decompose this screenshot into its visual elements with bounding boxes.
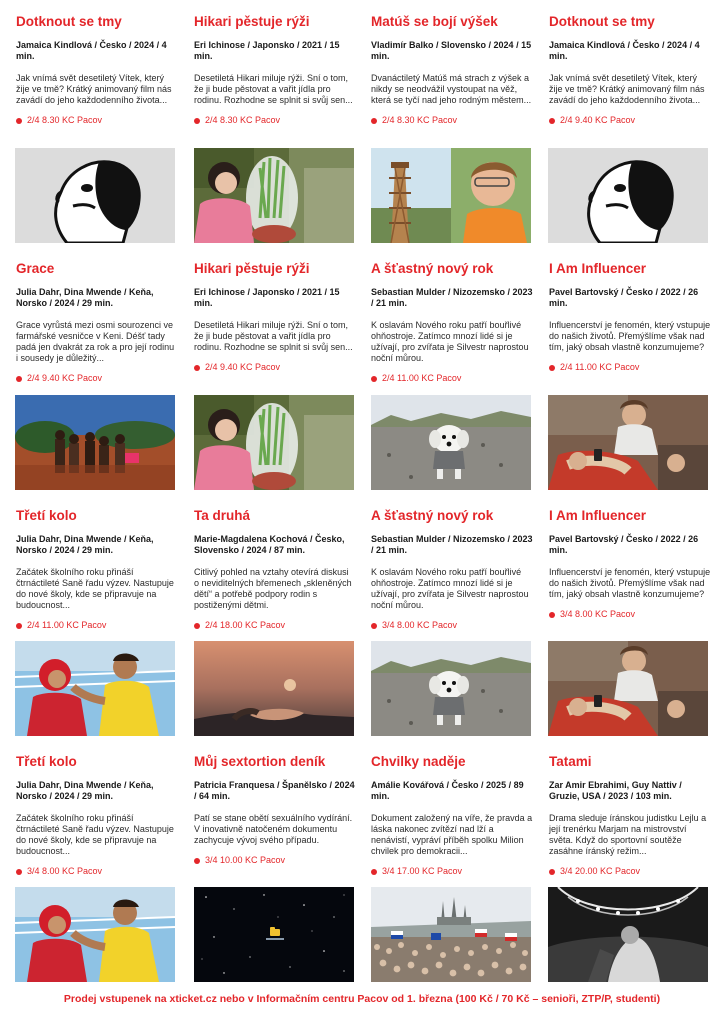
red-dot-icon <box>16 376 22 382</box>
film-title: Můj sextortion deník <box>194 754 326 769</box>
film-card <box>371 754 533 877</box>
screening-time: 2/4 8.30 KC Pacov <box>382 115 458 125</box>
film-title: I Am Influencer <box>549 261 647 276</box>
film-still-grace <box>15 395 175 490</box>
screening-info <box>371 866 533 877</box>
film-card <box>371 508 533 631</box>
screening-info <box>371 115 533 126</box>
red-dot-icon <box>549 869 555 875</box>
red-dot-icon <box>194 118 200 124</box>
film-credits: Eri Ichinose / Japonsko / 2021 / 15 min. <box>194 40 340 61</box>
screening-info <box>16 866 178 877</box>
screening-info <box>549 115 711 126</box>
film-card <box>549 508 711 620</box>
red-dot-icon <box>194 858 200 864</box>
red-dot-icon <box>549 612 555 618</box>
film-still-treti-kolo <box>15 887 175 982</box>
red-dot-icon <box>16 869 22 875</box>
film-synopsis: Jak vnímá svět desetiletý Vítek, který žije ve tmě? Krátký animovaný film nás zavádí do jeho každodenního života... <box>16 73 172 105</box>
film-credits: Eri Ichinose / Japonsko / 2021 / 15 min. <box>194 287 340 308</box>
film-card <box>194 754 356 866</box>
screening-info <box>549 866 711 877</box>
film-synopsis: K oslavám Nového roku patří bouřlivé ohňostroje. Zatímco mnozí lidé si je užívají, pro zvířata je Silvestr naprostou noční můrou. <box>371 567 529 610</box>
film-title: Hikari pěstuje rýži <box>194 14 310 29</box>
film-title: Tatami <box>549 754 592 769</box>
film-synopsis: K oslavám Nového roku patří bouřlivé ohňostroje. Zatímco mnozí lidé si je užívají, pro zvířata je Silvestr naprostou noční můrou. <box>371 320 529 363</box>
film-title: Dotknout se tmy <box>16 14 122 29</box>
screening-info <box>194 855 356 866</box>
red-dot-icon <box>16 623 22 629</box>
film-card <box>371 261 533 384</box>
film-card <box>16 261 178 384</box>
screening-time: 3/4 8.00 KC Pacov <box>382 620 458 630</box>
film-card <box>371 14 533 126</box>
ticket-info-footer: Prodej vstupenek na xticket.cz nebo v Informačním centru Pacov od 1. března (100 Kč / 70 Kč – senioři, ZTP/P, studenti) <box>63 993 661 1005</box>
film-card <box>16 14 178 126</box>
film-title: Ta druhá <box>194 508 251 523</box>
screening-info <box>194 115 356 126</box>
film-still-novy-rok <box>371 641 531 736</box>
screening-info <box>16 373 178 384</box>
screening-time: 3/4 10.00 KC Pacov <box>205 855 286 865</box>
film-synopsis: Dokument založený na víře, že pravda a láska nakonec zvítězí nad lží a nenávistí, vypráví příběh spolku Milion chvilek pro demokracii... <box>371 813 533 856</box>
red-dot-icon <box>194 365 200 371</box>
red-dot-icon <box>549 365 555 371</box>
film-card <box>549 261 711 373</box>
film-synopsis: Začátek školního roku přináší čtrnáctileté Saně řadu výzev. Nastupuje do nové školy, kde se připravuje na budoucnost... <box>16 567 174 610</box>
screening-time: 2/4 9.40 KC Pacov <box>205 362 281 372</box>
film-card <box>194 14 356 126</box>
film-still-tatami <box>548 887 708 982</box>
film-synopsis: Grace vyrůstá mezi osmi sourozenci ve farmářské vesničce v Keni. Déšť tady padá jen dvakrát za rok a pro její rodinu i sousedy je důležitý... <box>16 320 175 363</box>
film-credits: Jamaica Kindlová / Česko / 2024 / 4 min. <box>549 40 700 61</box>
film-credits: Julia Dahr, Dina Mwende / Keňa, Norsko / 2024 / 29 min. <box>16 287 154 308</box>
screening-time: 2/4 9.40 KC Pacov <box>27 373 103 383</box>
screening-info <box>549 362 711 373</box>
film-title: Grace <box>16 261 55 276</box>
film-credits: Julia Dahr, Dina Mwende / Keňa, Norsko / 2024 / 29 min. <box>16 780 154 801</box>
film-synopsis: Začátek školního roku přináší čtrnáctileté Saně řadu výzev. Nastupuje do nové školy, kde se připravuje na budoucnost... <box>16 813 174 856</box>
film-synopsis: Jak vnímá svět desetiletý Vítek, který žije ve tmě? Krátký animovaný film nás zavádí do jeho každodenního života... <box>549 73 705 105</box>
screening-time: 2/4 8.30 KC Pacov <box>205 115 281 125</box>
film-still-hikari <box>194 395 354 490</box>
screening-info <box>371 620 533 631</box>
screening-time: 3/4 8.00 KC Pacov <box>27 866 103 876</box>
film-title: A šťastný nový rok <box>371 261 494 276</box>
film-card <box>16 508 178 631</box>
film-credits: Sebastian Mulder / Nizozemsko / 2023 / 21 min. <box>371 287 533 308</box>
film-credits: Zar Amir Ebrahimi, Guy Nattiv / Gruzie, USA / 2023 / 103 min. <box>549 780 682 801</box>
film-credits: Marie-Magdalena Kochová / Česko, Slovensko / 2024 / 87 min. <box>194 534 345 555</box>
screening-time: 2/4 8.30 KC Pacov <box>27 115 103 125</box>
red-dot-icon <box>16 118 22 124</box>
film-synopsis: Patí se stane obětí sexuálního vydírání. V inovativně natočeném dokumentu zachycuje vývoj svého případu. <box>194 813 353 845</box>
film-synopsis: Citlivý pohled na vztahy otevírá diskusi o neviditelných břemenech „skleněných dětí“ a potřebě podpory rodin s postiženými dětmi. <box>194 567 352 610</box>
film-card <box>549 754 711 877</box>
screening-info <box>549 609 711 620</box>
red-dot-icon <box>371 376 377 382</box>
film-title: Třetí kolo <box>16 508 77 523</box>
film-still-matus <box>371 148 531 243</box>
film-still-chvilky-nadeje <box>371 887 531 982</box>
film-card <box>549 14 711 126</box>
film-still-influencer <box>548 395 708 490</box>
film-synopsis: Drama sleduje íránskou judistku Lejlu a její trenérku Marjam na mistrovství světa. Když do sportovní soutěže zasáhne íránský režim... <box>549 813 707 856</box>
screening-info <box>194 362 356 373</box>
film-synopsis: Influencerství je fenomén, který vstupuje do našich životů. Přemýšlíme však nad tím, jaký obsah vlastně konzumujeme? <box>549 567 711 599</box>
red-dot-icon <box>371 118 377 124</box>
screening-time: 3/4 20.00 KC Pacov <box>560 866 641 876</box>
red-dot-icon <box>549 118 555 124</box>
film-synopsis: Influencerství je fenomén, který vstupuje do našich životů. Přemýšlíme však nad tím, jaký obsah vlastně konzumujeme? <box>549 320 711 352</box>
film-still-dotknout <box>548 148 708 243</box>
screening-time: 2/4 18.00 KC Pacov <box>205 620 286 630</box>
film-synopsis: Desetiletá Hikari miluje rýži. Sní o tom, že ji bude pěstovat a vařit jídla pro rodinu. Rozhodne se splnit si svůj sen... <box>194 73 353 105</box>
film-card <box>194 261 356 373</box>
film-synopsis: Dvanáctiletý Matúš má strach z výšek a nikdy se neodvážil vystoupat na věž, která se tyčí nad jeho rodným městem... <box>371 73 532 105</box>
film-card <box>16 754 178 877</box>
film-title: Chvilky naděje <box>371 754 466 769</box>
red-dot-icon <box>194 623 200 629</box>
screening-info <box>16 620 178 631</box>
film-still-treti-kolo <box>15 641 175 736</box>
film-still-sextortion <box>194 887 354 982</box>
film-title: Hikari pěstuje rýži <box>194 261 310 276</box>
film-credits: Patricia Franquesa / Španělsko / 2024 / 64 min. <box>194 780 355 801</box>
film-synopsis: Desetiletá Hikari miluje rýži. Sní o tom, že ji bude pěstovat a vařit jídla pro rodinu. Rozhodne se splnit si svůj sen... <box>194 320 353 352</box>
screening-info <box>16 115 178 126</box>
film-title: I Am Influencer <box>549 508 647 523</box>
screening-time: 3/4 17.00 KC Pacov <box>382 866 463 876</box>
film-still-influencer <box>548 641 708 736</box>
film-still-hikari <box>194 148 354 243</box>
film-title: Dotknout se tmy <box>549 14 655 29</box>
screening-time: 3/4 8.00 KC Pacov <box>560 609 636 619</box>
film-still-novy-rok <box>371 395 531 490</box>
film-still-dotknout <box>15 148 175 243</box>
screening-time: 2/4 11.00 KC Pacov <box>560 362 640 372</box>
film-still-ta-druha <box>194 641 354 736</box>
red-dot-icon <box>371 869 377 875</box>
film-credits: Vladimír Balko / Slovensko / 2024 / 15 min. <box>371 40 532 61</box>
film-credits: Pavel Bartovský / Česko / 2022 / 26 min. <box>549 534 699 555</box>
film-title: A šťastný nový rok <box>371 508 494 523</box>
screening-info <box>194 620 356 631</box>
film-title: Třetí kolo <box>16 754 77 769</box>
film-card <box>194 508 356 631</box>
red-dot-icon <box>371 623 377 629</box>
screening-time: 2/4 11.00 KC Pacov <box>27 620 107 630</box>
screening-time: 2/4 11.00 KC Pacov <box>382 373 462 383</box>
screening-info <box>371 373 533 384</box>
film-credits: Pavel Bartovský / Česko / 2022 / 26 min. <box>549 287 699 308</box>
screening-time: 2/4 9.40 KC Pacov <box>560 115 636 125</box>
film-credits: Sebastian Mulder / Nizozemsko / 2023 / 21 min. <box>371 534 533 555</box>
film-credits: Amálie Kovářová / Česko / 2025 / 89 min. <box>371 780 524 801</box>
film-title: Matúš se bojí výšek <box>371 14 498 29</box>
film-credits: Julia Dahr, Dina Mwende / Keňa, Norsko / 2024 / 29 min. <box>16 534 154 555</box>
film-credits: Jamaica Kindlová / Česko / 2024 / 4 min. <box>16 40 167 61</box>
